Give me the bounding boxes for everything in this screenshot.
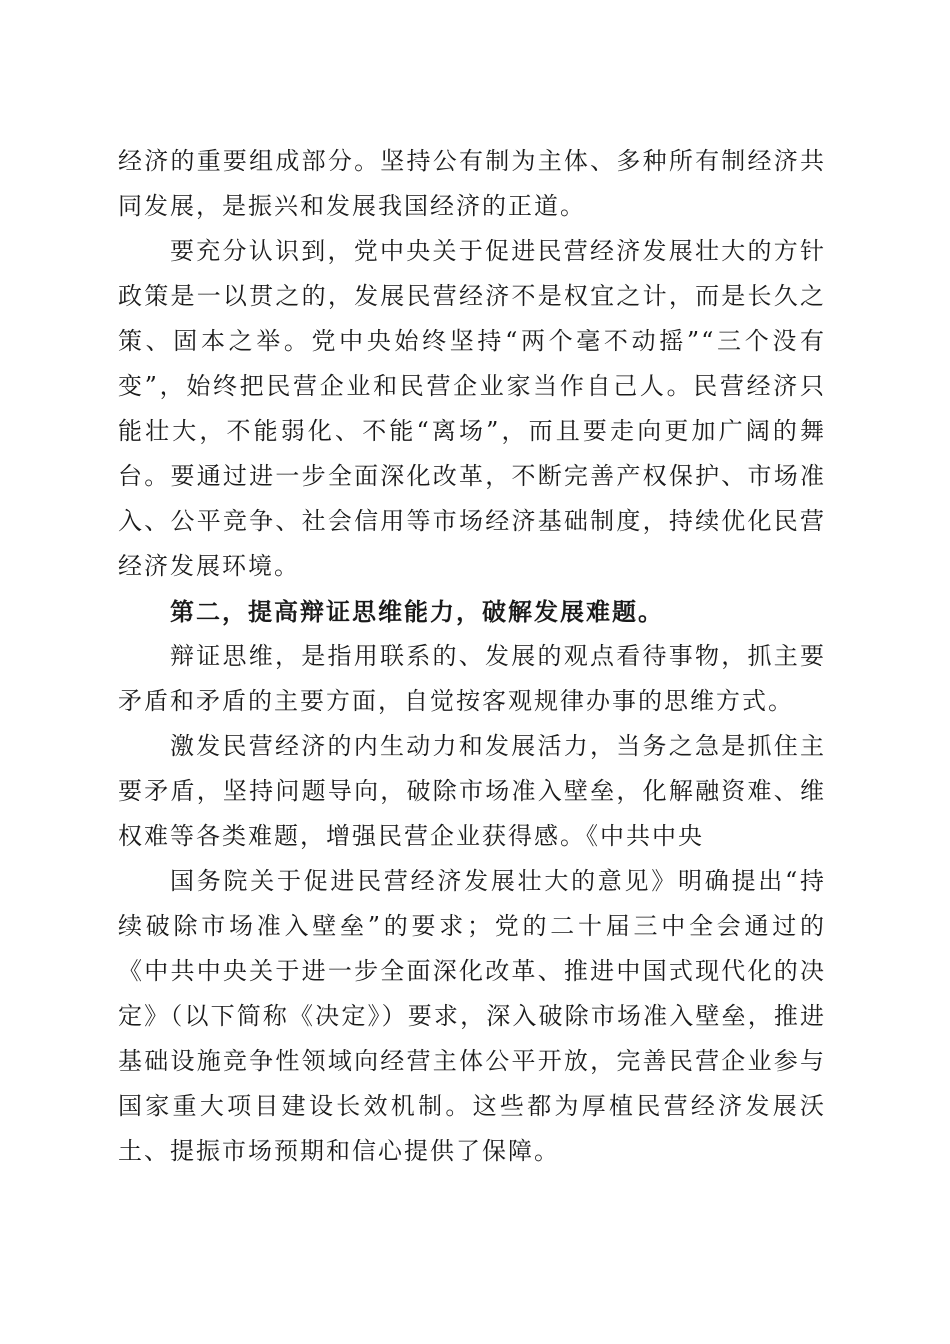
paragraph-continuation: 经济的重要组成部分。坚持公有制为主体、多种所有制经济共同发展，是振兴和发展我国经济的正道。 bbox=[118, 147, 826, 220]
document-body bbox=[118, 139, 826, 1174]
paragraph-stimulate-vitality: 激发民营经济的内生动力和发展活力，当务之急是抓住主要矛盾，坚持问题导向，破除市场准入壁垒，化解融资难、维权难等各类难题，增强民营企业获得感。《中共中央 bbox=[118, 732, 826, 850]
paragraph-policy: 要充分认识到，党中央关于促进民营经济发展壮大的方针政策是一以贯之的，发展民营经济不是权宜之计，而是长久之策、固本之举。党中央始终坚持“两个毫不动摇”“三个没有变”，始终把民营企业和民营企业家当作自己人。民营经济只能壮大，不能弱化、不能“离场”，而且要走向更加广阔的舞台。要通过进一步全面深化改革，不断完善产权保护、市场准入、公平竞争、社会信用等市场经济基础制度，持续优化民营经济发展环境。 bbox=[118, 237, 826, 580]
section-heading: 第二，提高辩证思维能力，破解发展难题。 bbox=[170, 597, 664, 626]
paragraph-state-council-opinion: 国务院关于促进民营经济发展壮大的意见》明确提出“持续破除市场准入壁垒”的要求；党的二十届三中全会通过的《中共中央关于进一步全面深化改革、推进中国式现代化的决定》（以下简称《决定》）要求，深入破除市场准入壁垒，推进基础设施竞争性领域向经营主体公平开放，完善民营企业参与国家重大项目建设长效机制。这些都为厚植民营经济发展沃土、提振市场预期和信心提供了保障。 bbox=[118, 867, 826, 1165]
paragraph-dialectics-definition: 辩证思维，是指用联系的、发展的观点看待事物，抓主要矛盾和矛盾的主要方面，自觉按客观规律办事的思维方式。 bbox=[118, 642, 826, 715]
